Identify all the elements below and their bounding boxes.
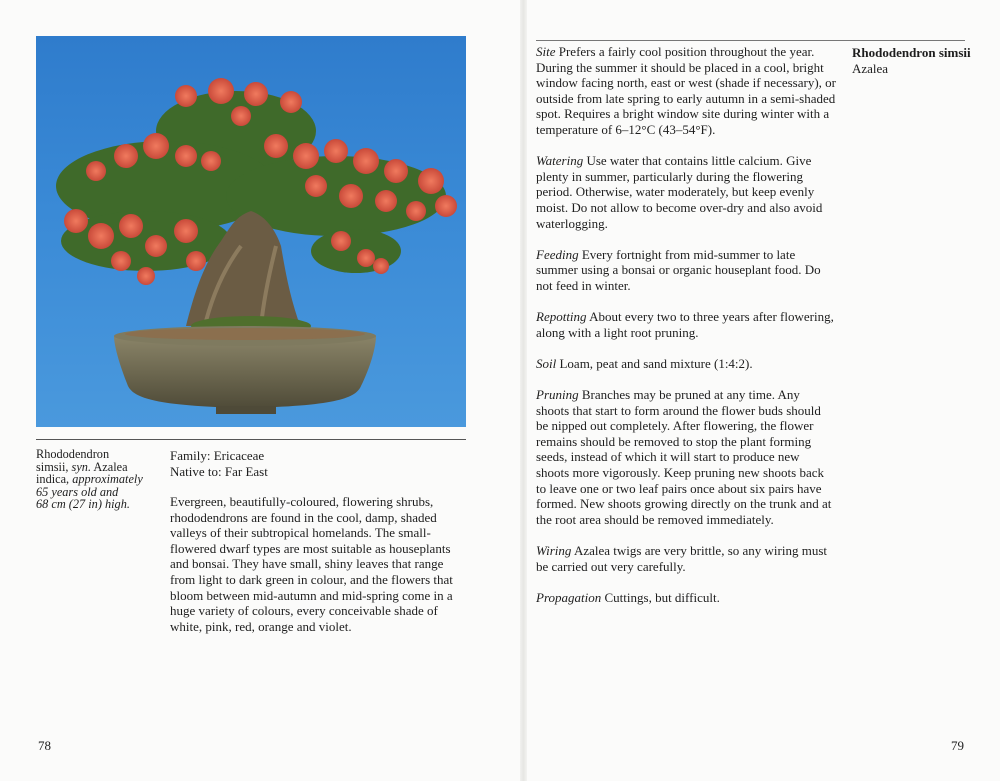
section-repotting	[536, 309, 836, 340]
section-watering	[536, 153, 836, 231]
section-label: Wiring	[536, 543, 572, 558]
section-pruning	[536, 387, 836, 527]
running-head-subtitle: Azalea	[852, 60, 889, 76]
section-site	[536, 44, 836, 138]
family-info	[170, 448, 470, 479]
section-label: Repotting	[536, 309, 587, 325]
page-number-left: 78	[38, 738, 51, 753]
azalea-bonsai-illustration	[36, 36, 466, 427]
section-soil	[536, 356, 836, 372]
caption-line-2a: simsii,	[36, 459, 72, 474]
native-line: Native to: Far East	[170, 463, 268, 479]
section-wiring	[536, 543, 836, 574]
caption-syn: syn.	[71, 459, 92, 474]
caption-line-4: 65 years old and	[36, 484, 119, 499]
caption-rule	[36, 439, 466, 440]
caption-line-3a: indica,	[36, 472, 73, 487]
section-text: Every fortnight from mid-summer to late summer using a bonsai or organic houseplant food. Do not feed in winter.	[536, 246, 821, 293]
care-sections	[536, 44, 836, 621]
section-text: Cuttings, but difficult.	[601, 589, 720, 605]
family-line: Family: Ericaceae	[170, 448, 265, 463]
section-feeding	[536, 247, 836, 294]
caption-line-2b: Azalea	[91, 459, 128, 474]
section-propagation	[536, 590, 836, 606]
section-text: Azalea twigs are very brittle, so any wiring must be carried out very carefully.	[536, 543, 828, 574]
section-label: Feeding	[536, 246, 579, 262]
caption-line-5: 68 cm (27 in) high.	[36, 497, 130, 512]
section-text: About every two to three years after flowering, along with a light root pruning.	[536, 309, 834, 340]
page-number-right: 79	[951, 738, 964, 753]
section-label: Site	[536, 44, 556, 59]
section-text: Use water that contains little calcium. Give plenty in summer, particularly during the flowering period. Otherwise, water moderately, but keep evenly moist. Do not allow to become over-dry and also avoid waterlogging.	[536, 153, 823, 231]
section-text: Prefers a fairly cool position throughout the year. During the summer it should be placed in a cool, bright window facing north, east or west (shade if necessary), or outside from late spring to early autumn in a semi-shaded spot. Requires a bright window site during winter with a temperature of 6–12°C (43–54°F).	[536, 44, 836, 137]
section-label: Propagation	[536, 589, 602, 605]
section-label: Watering	[536, 153, 584, 169]
intro-paragraph: Evergreen, beautifully-coloured, flowering shrubs, rhododendrons are found in the cool, damp, shaded valleys of their subtropical homelands. The small-flowered dwarf types are most suitable as houseplants and bonsai. They have small, shiny leaves that range from light to dark green in colour, and the flowers that bloom between mid-autumn and mid-spring come in a huge variety of colours, every conceivable shade of white, pink, red, orange and violet.	[170, 494, 453, 634]
section-label: Pruning	[536, 387, 579, 403]
photo-caption	[36, 448, 154, 511]
section-text: Loam, peat and sand mixture (1:4:2).	[556, 355, 753, 371]
caption-line-3b: approximately	[72, 472, 143, 487]
bonsai-photo	[36, 36, 466, 427]
section-label: Soil	[536, 355, 557, 371]
running-head	[852, 45, 982, 76]
section-text: Branches may be pruned at any time. Any shoots that start to form around the flower buds should be nipped out completely. After flowering, the flower remains should be removed to stop the plant forming seeds, instead of which it will start to produce new shoots more vigorously. Keep pruning new shoots back to leave one or two leaf pairs once about six pairs have formed. New shoots growing directly on the trunk and at the root area should be removed immediately.	[536, 387, 832, 527]
book-gutter	[520, 0, 527, 781]
caption-line-1: Rhododendron	[36, 447, 110, 461]
header-rule	[536, 40, 965, 41]
running-head-title: Rhododendron simsii	[852, 45, 971, 60]
